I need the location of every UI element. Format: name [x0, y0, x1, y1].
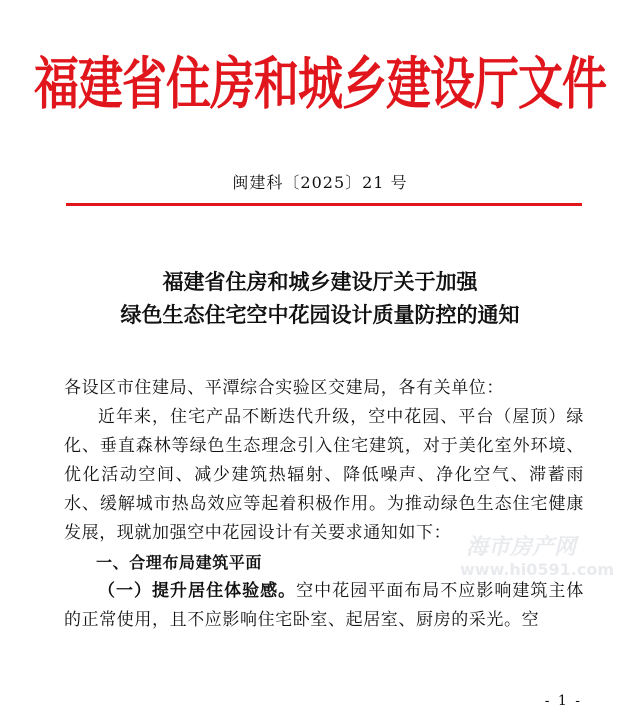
issuer-header: 福建省住房和城乡建设厅文件 — [33, 50, 606, 117]
watermark-url: www.hi0591.com — [460, 560, 615, 579]
subsection-label: （一）提升居住体验感。 — [98, 581, 297, 601]
watermark-text: 海市房产网 — [466, 535, 577, 560]
document-number: 闽建科〔2025〕21 号 — [232, 173, 408, 192]
page-number: - 1 - — [544, 693, 582, 709]
addressee: 各设区市住建局、平潭综合实验区交建局，各有关单位： — [64, 378, 504, 398]
document-body — [64, 374, 584, 635]
paragraph-1: 近年来，住宅产品不断迭代升级，空中花园、平台（屋顶）绿化、垂直森林等绿色生态理念引入住宅建筑，对于美化室外环境、优化活动空间、减少建筑热辐射、降低噪声、净化空气、滞蓄雨水、缓解城市热岛效应等起着积极作用。为推动绿色生态住宅健康发展，现就加强空中花园设计有关要求通知如下： — [64, 407, 584, 543]
red-divider — [66, 203, 582, 206]
title-line-1: 福建省住房和城乡建设厅关于加强 — [162, 270, 478, 294]
title-line-2: 绿色生态住宅空中花园设计质量防控的通知 — [120, 303, 520, 327]
document-title — [0, 266, 640, 332]
paragraph-2 — [64, 577, 584, 635]
subsection-text: 空中花园平面布局不应影响建筑主体的正常使用，且不应影响住宅卧室、起居室、厨房的采光。空 — [64, 581, 584, 630]
section-heading-1: 一、合理布局建筑平面 — [96, 553, 263, 572]
